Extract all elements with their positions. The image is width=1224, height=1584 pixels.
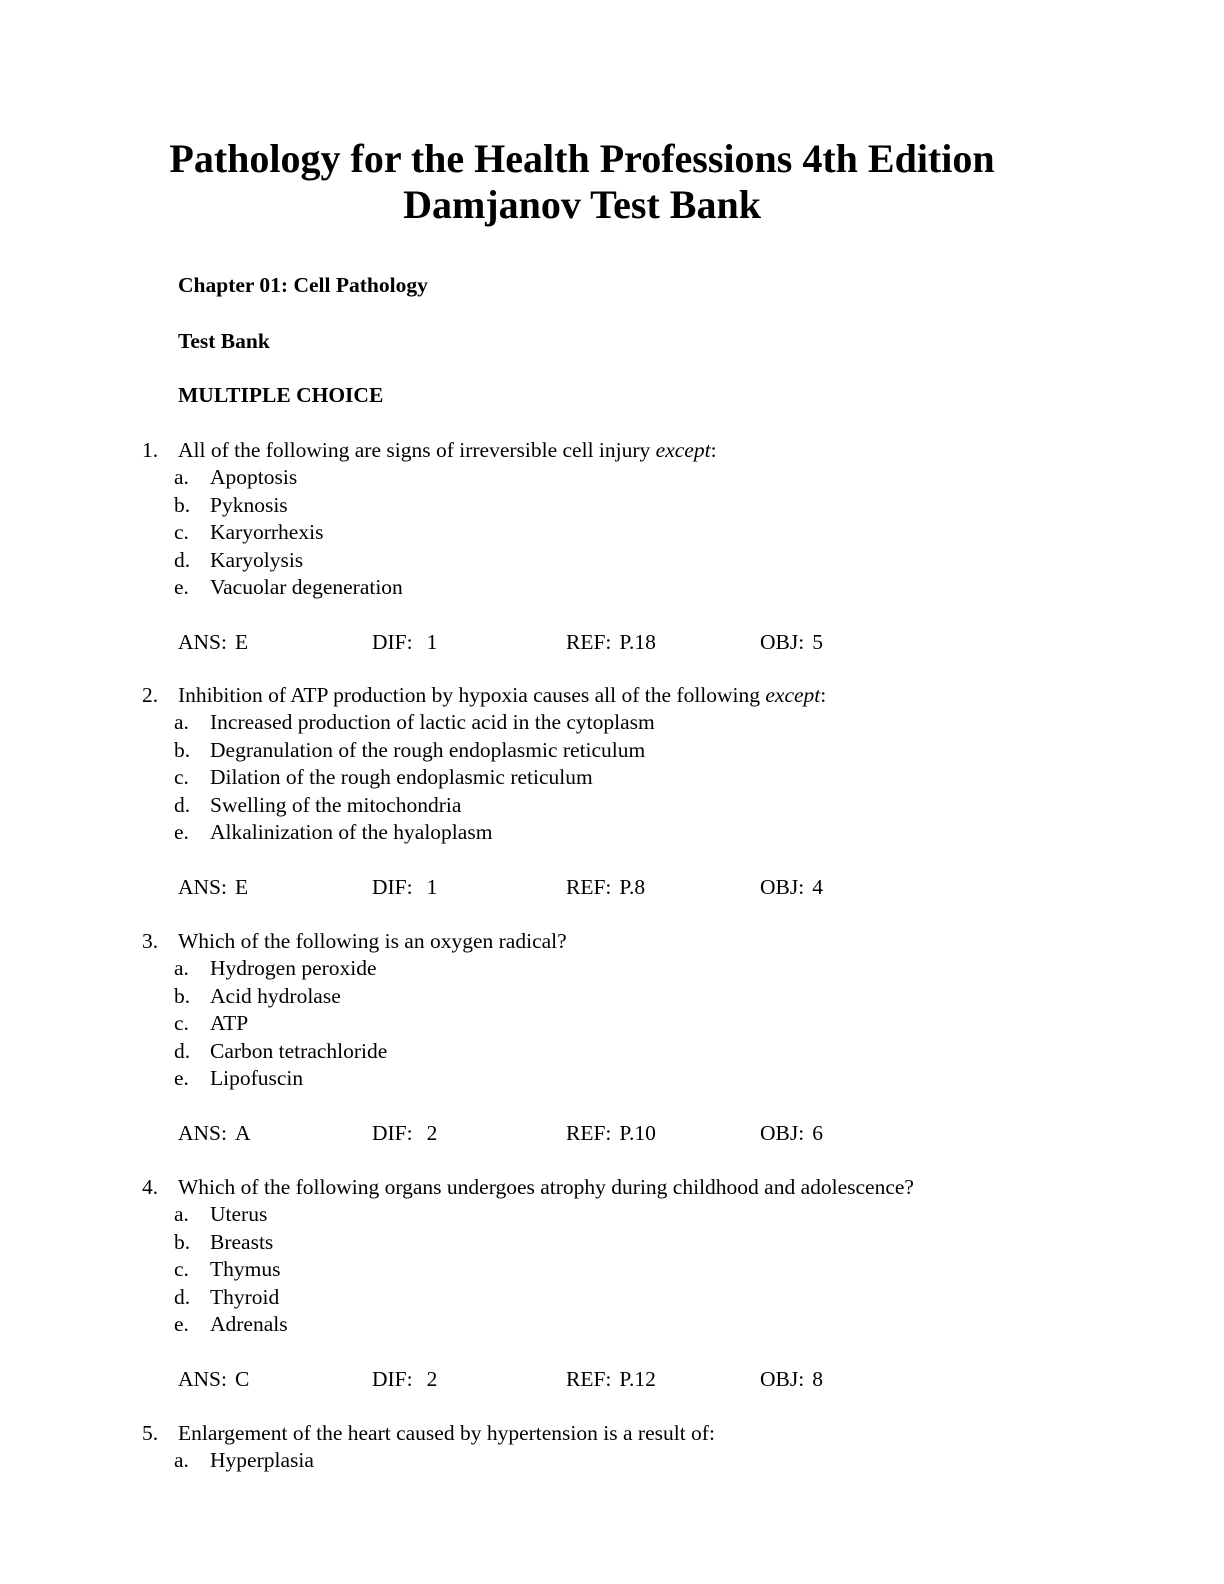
difficulty-label: DIF: (372, 1366, 413, 1391)
options-list (174, 709, 826, 846)
options-list (174, 955, 823, 1092)
objective-value: 4 (812, 874, 823, 899)
option (174, 464, 823, 491)
question-stem (142, 1174, 914, 1201)
option (174, 737, 826, 764)
option-text: Swelling of the mitochondria (210, 792, 462, 817)
option-text: ATP (210, 1011, 249, 1036)
option (174, 1311, 914, 1338)
reference-label: REF: (566, 874, 612, 899)
option-letter: b. (174, 492, 191, 517)
answer-field (178, 1120, 372, 1147)
answer-metadata (178, 874, 826, 901)
objective-value: 8 (812, 1366, 823, 1391)
option-text: Hyperplasia (210, 1448, 314, 1473)
options-list (174, 1201, 914, 1338)
option-text: Apoptosis (210, 465, 298, 490)
question-number: 5. (142, 1421, 159, 1445)
stem-text: All of the following are signs of irreversible cell injury (178, 438, 656, 462)
answer-field (178, 1366, 372, 1393)
option (174, 955, 823, 982)
option (174, 1201, 914, 1228)
option-letter: a. (174, 710, 189, 735)
stem-tail: : (820, 683, 827, 707)
section-heading: MULTIPLE CHOICE (178, 383, 384, 407)
stem-text: Enlargement of the heart caused by hypertension is a result of: (178, 1421, 715, 1445)
answer-label: ANS: (178, 874, 227, 899)
option-letter: a. (174, 1448, 189, 1473)
option-letter: c. (174, 1257, 189, 1282)
option (174, 983, 823, 1010)
option (174, 1256, 914, 1283)
option-letter: a. (174, 1202, 189, 1227)
question-number: 3. (142, 929, 159, 953)
question-1 (142, 437, 823, 656)
option-text: Hydrogen peroxide (210, 956, 377, 981)
question-5 (142, 1420, 715, 1475)
reference-value: P.10 (619, 1120, 656, 1145)
option (174, 709, 826, 736)
option-text: Vacuolar degeneration (210, 575, 403, 600)
stem-text: Inhibition of ATP production by hypoxia causes all of the following (178, 683, 766, 707)
question-4 (142, 1174, 914, 1393)
option-letter: d. (174, 1284, 191, 1309)
question-number: 4. (142, 1175, 159, 1199)
reference-value: P.8 (619, 874, 646, 899)
reference-field (566, 629, 760, 656)
option-text: Increased production of lactic acid in the cytoplasm (210, 710, 655, 735)
answer-value: C (234, 1366, 250, 1391)
objective-label: OBJ: (760, 629, 805, 654)
difficulty-field (372, 1366, 566, 1393)
option (174, 1229, 914, 1256)
option-letter: b. (174, 737, 191, 762)
difficulty-label: DIF: (372, 874, 413, 899)
option-letter: e. (174, 820, 189, 845)
difficulty-value: 2 (426, 1366, 438, 1391)
option-letter: e. (174, 1312, 189, 1337)
option-text: Uterus (210, 1202, 268, 1227)
difficulty-label: DIF: (372, 1120, 413, 1145)
stem-emphasis: except (655, 438, 711, 462)
option-text: Pyknosis (210, 492, 288, 517)
option (174, 547, 823, 574)
question-stem (142, 437, 823, 464)
answer-field (178, 874, 372, 901)
reference-label: REF: (566, 1366, 612, 1391)
question-number: 2. (142, 683, 159, 707)
question-stem (142, 928, 823, 955)
difficulty-label: DIF: (372, 629, 413, 654)
test-bank-heading: Test Bank (178, 329, 270, 353)
question-number: 1. (142, 438, 159, 462)
option-text: Degranulation of the rough endoplasmic reticulum (210, 737, 646, 762)
document-title (0, 136, 1164, 228)
option-letter: a. (174, 956, 189, 981)
difficulty-field (372, 874, 566, 901)
options-list (174, 1447, 715, 1474)
option (174, 1010, 823, 1037)
answer-value: A (234, 1120, 251, 1145)
option (174, 492, 823, 519)
objective-label: OBJ: (760, 1120, 805, 1145)
answer-label: ANS: (178, 1366, 227, 1391)
question-3 (142, 928, 823, 1147)
option (174, 792, 826, 819)
option-text: Alkalinization of the hyaloplasm (210, 820, 493, 845)
option (174, 1284, 914, 1311)
answer-metadata (178, 629, 823, 656)
option-letter: a. (174, 465, 189, 490)
option-text: Breasts (210, 1229, 274, 1254)
option-text: Dilation of the rough endoplasmic reticulum (210, 765, 593, 790)
option-text: Adrenals (210, 1312, 288, 1337)
option-letter: e. (174, 575, 189, 600)
chapter-heading: Chapter 01: Cell Pathology (178, 273, 428, 297)
answer-label: ANS: (178, 1120, 227, 1145)
answer-label: ANS: (178, 629, 227, 654)
option (174, 1038, 823, 1065)
option-text: Lipofuscin (210, 1066, 304, 1091)
option (174, 519, 823, 546)
option-text: Carbon tetrachloride (210, 1038, 388, 1063)
difficulty-field (372, 1120, 566, 1147)
option (174, 574, 823, 601)
answer-value: E (234, 874, 249, 899)
reference-field (566, 874, 760, 901)
option-letter: d. (174, 792, 191, 817)
option (174, 819, 826, 846)
answer-field (178, 629, 372, 656)
option-text: Thyroid (210, 1284, 280, 1309)
objective-label: OBJ: (760, 1366, 805, 1391)
reference-label: REF: (566, 629, 612, 654)
difficulty-value: 2 (426, 1120, 438, 1145)
option-text: Acid hydrolase (210, 983, 341, 1008)
option-letter: b. (174, 1229, 191, 1254)
option-letter: e. (174, 1066, 189, 1091)
objective-value: 5 (812, 629, 823, 654)
option (174, 764, 826, 791)
difficulty-field (372, 629, 566, 656)
reference-label: REF: (566, 1120, 612, 1145)
objective-field (760, 1366, 823, 1393)
difficulty-value: 1 (426, 629, 438, 654)
option (174, 1065, 823, 1092)
stem-text: Which of the following is an oxygen radical? (178, 929, 567, 953)
option-letter: c. (174, 520, 189, 545)
stem-emphasis: except (765, 683, 821, 707)
option-letter: d. (174, 1038, 191, 1063)
option-letter: d. (174, 547, 191, 572)
option (174, 1447, 715, 1474)
option-letter: c. (174, 765, 189, 790)
option-text: Thymus (210, 1257, 281, 1282)
reference-field (566, 1366, 760, 1393)
answer-metadata (178, 1120, 823, 1147)
answer-metadata (178, 1366, 914, 1393)
reference-value: P.12 (619, 1366, 656, 1391)
question-stem (142, 1420, 715, 1447)
difficulty-value: 1 (426, 874, 438, 899)
option-text: Karyolysis (210, 547, 304, 572)
stem-text: Which of the following organs undergoes atrophy during childhood and adolescence? (178, 1175, 914, 1199)
stem-tail: : (710, 438, 717, 462)
answer-value: E (234, 629, 249, 654)
objective-field (760, 1120, 823, 1147)
option-text: Karyorrhexis (210, 520, 324, 545)
objective-label: OBJ: (760, 874, 805, 899)
title-line-2: Damjanov Test Bank (403, 182, 761, 227)
reference-field (566, 1120, 760, 1147)
objective-field (760, 629, 823, 656)
reference-value: P.18 (619, 629, 656, 654)
option-letter: c. (174, 1011, 189, 1036)
question-stem (142, 682, 826, 709)
option-letter: b. (174, 983, 191, 1008)
objective-field (760, 874, 823, 901)
question-2 (142, 682, 826, 901)
objective-value: 6 (812, 1120, 823, 1145)
title-line-1: Pathology for the Health Professions 4th Edition (169, 136, 995, 181)
options-list (174, 464, 823, 601)
